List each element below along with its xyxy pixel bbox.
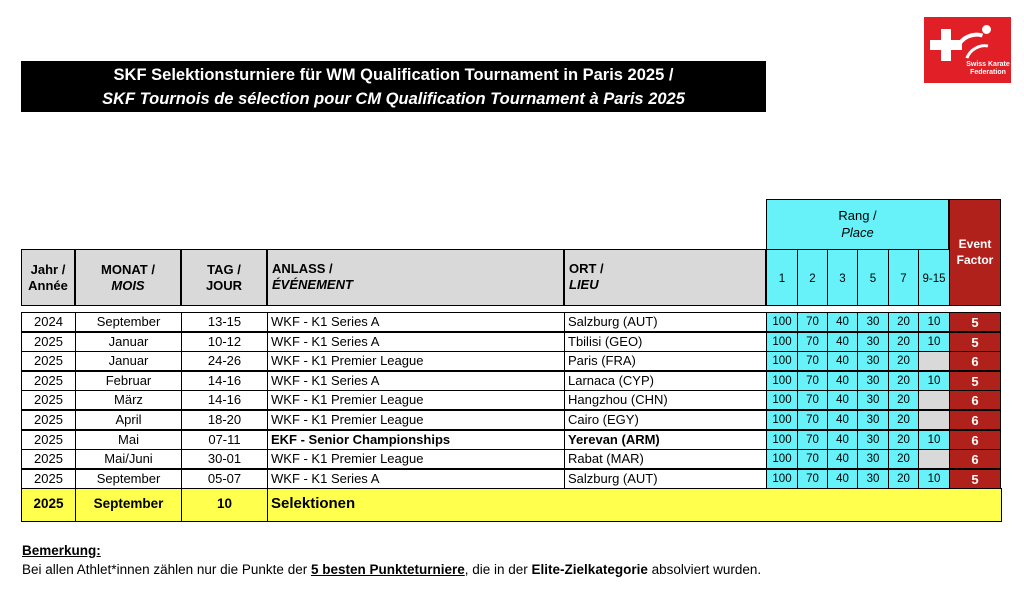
row-5-factor: 6 [949, 410, 1001, 430]
row-8-month: September [75, 469, 182, 489]
row-6-day: 07-11 [181, 430, 268, 450]
row-1-year: 2025 [21, 332, 76, 352]
row-0-points-0: 100 [766, 312, 798, 332]
rank-col-0: 1 [766, 249, 798, 306]
title-line-2: SKF Tournois de sélection pour CM Qualification Tournament à Paris 2025 [102, 90, 685, 108]
row-7-factor: 6 [949, 449, 1001, 469]
row-3-month: Februar [75, 371, 182, 391]
row-8-points-3: 30 [857, 469, 889, 489]
row-3-points-3: 30 [857, 371, 889, 391]
row-5-month: April [75, 410, 182, 430]
row-2-place: Paris (FRA) [564, 351, 767, 371]
row-8-points-2: 40 [827, 469, 858, 489]
rank-col-4: 7 [888, 249, 919, 306]
row-1-day: 10-12 [181, 332, 268, 352]
row-1-factor: 5 [949, 332, 1001, 352]
row-0-points-3: 30 [857, 312, 889, 332]
row-1-points-2: 40 [827, 332, 858, 352]
row-0-month: September [75, 312, 182, 332]
row-8-day: 05-07 [181, 469, 268, 489]
row-0-event: WKF - K1 Series A [267, 312, 565, 332]
header-day-de: TAG / [207, 262, 241, 277]
row-6-year: 2025 [21, 430, 76, 450]
row-6-points-0: 100 [766, 430, 798, 450]
row-5-points-1: 70 [797, 410, 828, 430]
header-month-fr: MOIS [111, 278, 145, 293]
rank-col-2: 3 [827, 249, 858, 306]
row-2-points-3: 30 [857, 351, 889, 371]
row-7-points-0: 100 [766, 449, 798, 469]
row-1-points-3: 30 [857, 332, 889, 352]
row-0-year: 2024 [21, 312, 76, 332]
row-8-factor: 5 [949, 469, 1001, 489]
row-7-points-2: 40 [827, 449, 858, 469]
header-month-de: MONAT / [101, 262, 155, 277]
row-5-year: 2025 [21, 410, 76, 430]
row-2-event: WKF - K1 Premier League [267, 351, 565, 371]
header-event-fr: ÉVÉNEMENT [272, 277, 353, 292]
row-1-place: Tbilisi (GEO) [564, 332, 767, 352]
row-4-points-3: 30 [857, 390, 889, 410]
row-3-points-4: 20 [888, 371, 919, 391]
row-0-place: Salzburg (AUT) [564, 312, 767, 332]
row-0-day: 13-15 [181, 312, 268, 332]
header-place [564, 249, 766, 306]
row-7-month: Mai/Juni [75, 449, 182, 469]
row-2-day: 24-26 [181, 351, 268, 371]
rank-col-5: 9-15 [918, 249, 950, 306]
row-3-factor: 5 [949, 371, 1001, 391]
row-2-factor: 6 [949, 351, 1001, 371]
row-8-event: WKF - K1 Series A [267, 469, 565, 489]
row-3-points-1: 70 [797, 371, 828, 391]
row-6-factor: 6 [949, 430, 1001, 450]
factor-header: Event Factor [949, 199, 1001, 306]
selection-year: 2025 [21, 488, 76, 522]
row-3-points-5: 10 [918, 371, 950, 391]
row-5-points-3: 30 [857, 410, 889, 430]
row-8-points-4: 20 [888, 469, 919, 489]
header-month [75, 249, 181, 306]
row-4-place: Hangzhou (CHN) [564, 390, 767, 410]
row-6-event: EKF - Senior Championships [267, 430, 565, 450]
row-4-factor: 6 [949, 390, 1001, 410]
row-5-points-0: 100 [766, 410, 798, 430]
header-event-de: ANLASS / [272, 261, 333, 276]
row-3-day: 14-16 [181, 371, 268, 391]
rank-col-1: 2 [797, 249, 828, 306]
remark-part2: , die in der [464, 562, 532, 577]
rank-col-3: 5 [857, 249, 889, 306]
row-8-points-0: 100 [766, 469, 798, 489]
row-5-place: Cairo (EGY) [564, 410, 767, 430]
remark-heading: Bemerkung: [22, 543, 101, 558]
row-2-points-1: 70 [797, 351, 828, 371]
row-1-points-0: 100 [766, 332, 798, 352]
remark-text [22, 562, 761, 577]
remark-emph2: Elite-Zielkategorie [531, 562, 648, 577]
row-1-points-1: 70 [797, 332, 828, 352]
row-7-points-1: 70 [797, 449, 828, 469]
row-1-points-4: 20 [888, 332, 919, 352]
rank-header-label-fr: Place [841, 225, 874, 240]
row-0-points-1: 70 [797, 312, 828, 332]
row-2-points-2: 40 [827, 351, 858, 371]
header-place-fr: LIEU [569, 277, 599, 292]
row-5-day: 18-20 [181, 410, 268, 430]
row-4-points-1: 70 [797, 390, 828, 410]
row-2-month: Januar [75, 351, 182, 371]
header-day [181, 249, 267, 306]
row-6-points-3: 30 [857, 430, 889, 450]
row-8-points-5: 10 [918, 469, 950, 489]
row-4-points-5 [918, 390, 950, 410]
row-3-year: 2025 [21, 371, 76, 391]
row-3-points-0: 100 [766, 371, 798, 391]
header-event [267, 249, 564, 306]
row-6-points-2: 40 [827, 430, 858, 450]
rank-header-label: Rang / [838, 208, 877, 223]
row-7-event: WKF - K1 Premier League [267, 449, 565, 469]
row-4-points-2: 40 [827, 390, 858, 410]
row-7-points-5 [918, 449, 950, 469]
remark-part1: Bei allen Athlet*innen zählen nur die Punkte der [22, 562, 311, 577]
row-7-place: Rabat (MAR) [564, 449, 767, 469]
row-0-points-2: 40 [827, 312, 858, 332]
row-7-day: 30-01 [181, 449, 268, 469]
row-3-points-2: 40 [827, 371, 858, 391]
row-3-place: Larnaca (CYP) [564, 371, 767, 391]
row-2-points-5 [918, 351, 950, 371]
selection-event: Selektionen [267, 488, 1002, 522]
row-8-year: 2025 [21, 469, 76, 489]
row-7-points-4: 20 [888, 449, 919, 469]
row-6-place: Yerevan (ARM) [564, 430, 767, 450]
row-6-points-4: 20 [888, 430, 919, 450]
row-6-points-5: 10 [918, 430, 950, 450]
row-8-place: Salzburg (AUT) [564, 469, 767, 489]
header-year-fr: Année [28, 278, 68, 293]
row-5-points-5 [918, 410, 950, 430]
header-year-de: Jahr / [30, 262, 66, 277]
row-4-points-4: 20 [888, 390, 919, 410]
row-6-month: Mai [75, 430, 182, 450]
logo-text: Swiss Karate Federation [966, 61, 1010, 76]
row-4-month: März [75, 390, 182, 410]
row-2-points-0: 100 [766, 351, 798, 371]
row-7-points-3: 30 [857, 449, 889, 469]
row-1-month: Januar [75, 332, 182, 352]
header-day-fr: JOUR [205, 278, 243, 293]
row-8-points-1: 70 [797, 469, 828, 489]
row-3-event: WKF - K1 Series A [267, 371, 565, 391]
row-6-points-1: 70 [797, 430, 828, 450]
remark-part3: absolviert wurden. [647, 562, 762, 577]
row-7-year: 2025 [21, 449, 76, 469]
header-year [21, 249, 75, 306]
title-banner [21, 61, 766, 112]
remark-emph1: 5 besten Punkteturniere [310, 562, 465, 577]
selection-day: 10 [181, 488, 268, 522]
row-0-factor: 5 [949, 312, 1001, 332]
row-0-points-4: 20 [888, 312, 919, 332]
row-5-points-2: 40 [827, 410, 858, 430]
row-1-event: WKF - K1 Series A [267, 332, 565, 352]
rank-header [766, 199, 949, 250]
row-4-year: 2025 [21, 390, 76, 410]
row-4-points-0: 100 [766, 390, 798, 410]
swiss-karate-logo [924, 17, 1011, 83]
header-place-de: ORT / [569, 261, 604, 276]
selection-month: September [75, 488, 182, 522]
row-0-points-5: 10 [918, 312, 950, 332]
row-2-year: 2025 [21, 351, 76, 371]
row-2-points-4: 20 [888, 351, 919, 371]
row-5-event: WKF - K1 Premier League [267, 410, 565, 430]
title-line-1: SKF Selektionsturniere für WM Qualification Tournament in Paris 2025 / [113, 66, 674, 84]
row-1-points-5: 10 [918, 332, 950, 352]
row-4-day: 14-16 [181, 390, 268, 410]
row-4-event: WKF - K1 Premier League [267, 390, 565, 410]
row-5-points-4: 20 [888, 410, 919, 430]
